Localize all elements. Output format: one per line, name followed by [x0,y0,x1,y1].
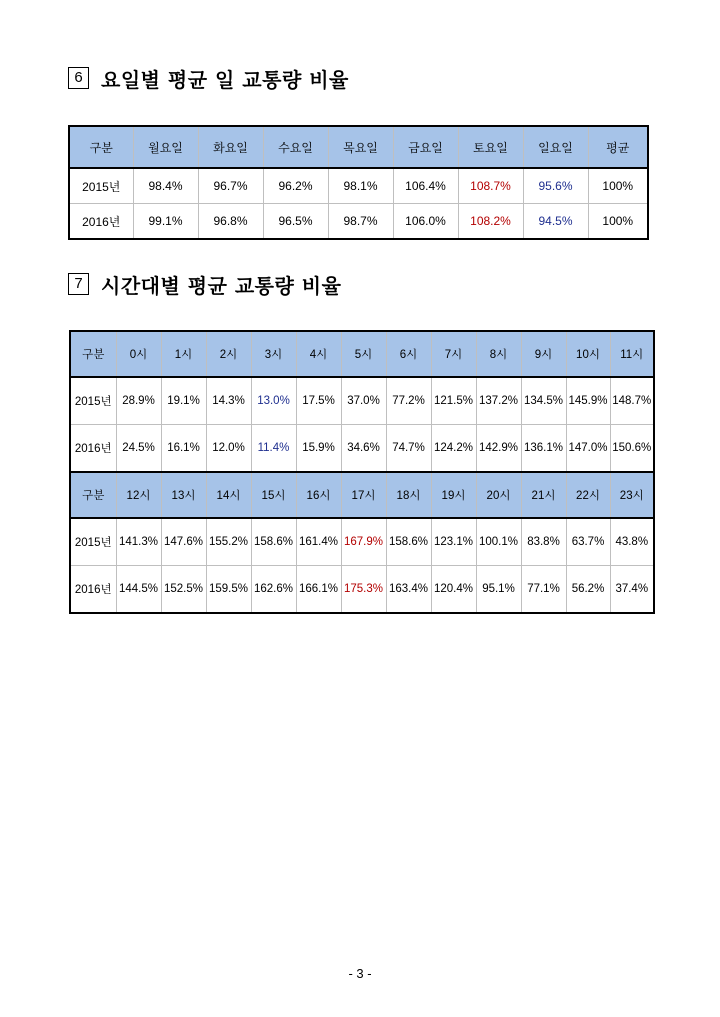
value-cell: 120.4% [431,566,476,614]
value-cell: 98.7% [328,204,393,240]
value-cell: 141.3% [116,518,161,566]
value-cell: 158.6% [251,518,296,566]
row-label-cell: 2016년 [82,214,121,229]
value-cell: 163.4% [386,566,431,614]
value-cell: 152.5% [161,566,206,614]
value-cell: 74.7% [386,425,431,473]
value-cell: 83.8% [521,518,566,566]
value-cell: 100% [588,204,648,240]
value-cell: 136.1% [521,425,566,473]
value-cell: 37.4% [610,566,654,614]
value-cell: 161.4% [296,518,341,566]
value-cell: 43.8% [610,518,654,566]
value-cell: 142.9% [476,425,521,473]
value-cell: 63.7% [566,518,610,566]
value-cell: 77.1% [521,566,566,614]
header-cell: 구분 [70,472,116,518]
value-cell: 166.1% [296,566,341,614]
header-cell: 구분 [69,126,133,168]
value-cell: 95.1% [476,566,521,614]
header-cell: 목요일 [328,126,393,168]
table-row [70,377,654,425]
max-value-cell: 108.2% [458,204,523,240]
value-cell: 96.8% [198,204,263,240]
value-cell: 155.2% [206,518,251,566]
table-row [70,518,654,566]
header-cell: 0시 [116,331,161,377]
header-cell: 17시 [341,472,386,518]
header-cell: 23시 [610,472,654,518]
table-header-row [70,472,654,518]
value-cell: 77.2% [386,377,431,425]
header-cell: 9시 [521,331,566,377]
value-cell: 12.0% [206,425,251,473]
header-cell: 19시 [431,472,476,518]
value-cell: 121.5% [431,377,476,425]
value-cell: 28.9% [116,377,161,425]
value-cell: 24.5% [116,425,161,473]
row-label-cell: 2015년 [69,168,133,204]
header-cell: 22시 [566,472,610,518]
value-cell: 162.6% [251,566,296,614]
header-cell: 금요일 [393,126,458,168]
header-cell: 월요일 [133,126,198,168]
header-cell: 18시 [386,472,431,518]
table-row [69,168,648,204]
header-cell: 15시 [251,472,296,518]
header-cell: 13시 [161,472,206,518]
value-cell: 147.6% [161,518,206,566]
header-cell: 11시 [610,331,654,377]
table-row [69,204,648,240]
value-cell: 100.1% [476,518,521,566]
value-cell: 98.4% [133,168,198,204]
header-cell: 1시 [161,331,206,377]
value-cell: 147.0% [566,425,610,473]
table-header-row [69,126,648,168]
value-cell: 96.5% [263,204,328,240]
value-cell: 158.6% [386,518,431,566]
min-value-cell: 95.6% [523,168,588,204]
hourly-traffic-table [69,330,655,614]
section-number-box: 7 [68,273,89,295]
value-cell: 106.4% [393,168,458,204]
header-cell: 21시 [521,472,566,518]
header-cell: 5시 [341,331,386,377]
header-cell: 7시 [431,331,476,377]
value-cell: 100% [588,168,648,204]
value-cell: 15.9% [296,425,341,473]
row-label-cell: 2015년 [70,377,116,425]
header-cell: 16시 [296,472,341,518]
table-row [70,566,654,614]
section-number-box: 6 [68,67,89,89]
max-value-cell: 175.3% [341,566,386,614]
header-cell: 8시 [476,331,521,377]
value-cell: 34.6% [341,425,386,473]
max-value-cell: 108.7% [458,168,523,204]
header-cell: 6시 [386,331,431,377]
header-cell: 2시 [206,331,251,377]
header-cell: 20시 [476,472,521,518]
min-value-cell: 13.0% [251,377,296,425]
value-cell: 19.1% [161,377,206,425]
value-cell: 124.2% [431,425,476,473]
header-cell: 일요일 [523,126,588,168]
table-header-row [70,331,654,377]
row-label-cell: 2016년 [74,584,112,596]
section-6-heading [68,62,349,94]
header-cell: 구분 [70,331,116,377]
value-cell: 96.2% [263,168,328,204]
section-title: 요일별 평균 일 교통량 비율 [101,67,349,92]
page-number: - 3 - [348,966,372,981]
row-label-cell: 2015년 [70,518,116,566]
header-cell: 12시 [116,472,161,518]
value-cell: 123.1% [431,518,476,566]
min-value-cell: 11.4% [251,425,296,473]
header-cell: 3시 [251,331,296,377]
value-cell: 137.2% [476,377,521,425]
row-label-cell: 2016년 [70,425,116,473]
weekday-traffic-table [68,125,649,240]
min-value-cell: 94.5% [523,204,588,240]
header-cell: 4시 [296,331,341,377]
value-cell: 56.2% [566,566,610,614]
value-cell: 106.0% [393,204,458,240]
value-cell: 17.5% [296,377,341,425]
value-cell: 96.7% [198,168,263,204]
value-cell: 99.1% [133,204,198,240]
value-cell: 16.1% [161,425,206,473]
header-cell: 토요일 [458,126,523,168]
section-title: 시간대별 평균 교통량 비율 [101,273,342,298]
value-cell: 148.7% [610,377,654,425]
value-cell: 14.3% [206,377,251,425]
value-cell: 159.5% [206,566,251,614]
value-cell: 134.5% [521,377,566,425]
value-cell: 37.0% [341,377,386,425]
table-row [70,425,654,473]
header-cell: 화요일 [198,126,263,168]
value-cell: 144.5% [116,566,161,614]
max-value-cell: 167.9% [341,518,386,566]
value-cell: 98.1% [328,168,393,204]
value-cell: 150.6% [610,425,654,473]
section-7-heading [68,268,341,300]
header-cell: 수요일 [263,126,328,168]
header-cell: 10시 [566,331,610,377]
header-cell: 평균 [588,126,648,168]
value-cell: 145.9% [566,377,610,425]
header-cell: 14시 [206,472,251,518]
